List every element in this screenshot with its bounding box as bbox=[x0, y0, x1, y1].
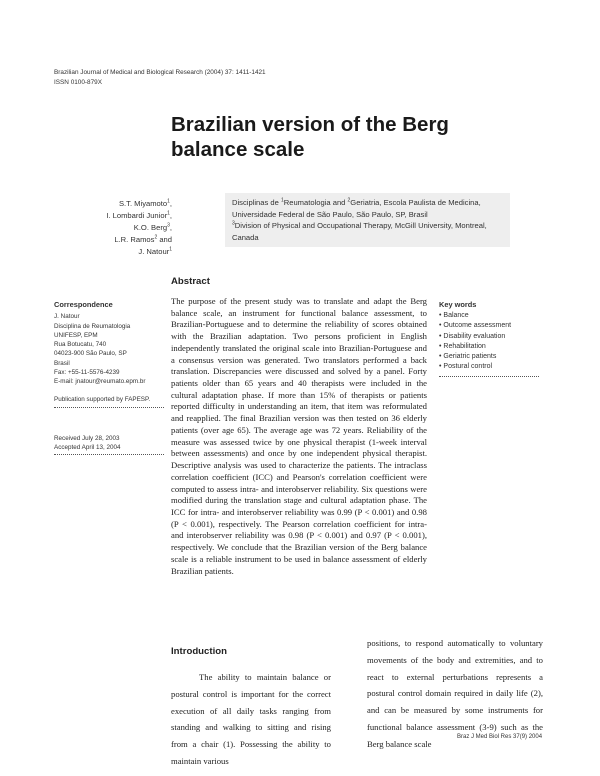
funding-note: Publication supported by FAPESP. bbox=[54, 395, 151, 403]
correspondence-line: Brasil bbox=[54, 359, 70, 367]
affiliations bbox=[232, 197, 507, 243]
footer-citation: Braz J Med Biol Res 37(9) 2004 bbox=[457, 734, 543, 740]
dotted-divider bbox=[439, 376, 539, 377]
introduction-column-2: positions, to respond automatically to voluntary movements of the body and extremities, and to react to external perturbations represents a postural control domain required in daily life (2), and can be measured by some instruments for functional balance assessment (3-9) such as the Berg balance scale bbox=[367, 638, 543, 749]
keyword-item: • Rehabilitation bbox=[439, 342, 539, 352]
author-item: J. Natour$^1$ bbox=[138, 246, 172, 256]
correspondence-line: Disciplina de Reumatologia bbox=[54, 322, 131, 330]
keywords-block bbox=[439, 300, 539, 377]
correspondence-heading: Correspondence bbox=[54, 300, 113, 309]
affiliation-2: $^3$Division of Physical and Occupational Therapy, McGill University, Montreal, Canada bbox=[232, 220, 487, 242]
keyword-item: • Outcome assessment bbox=[439, 321, 539, 331]
journal-citation: Brazilian Journal of Medical and Biological Research (2004) 37: 1411-1421 bbox=[54, 69, 266, 76]
correspondence-email: E-mail: jnatour@reumato.epm.br bbox=[54, 378, 146, 386]
correspondence-line: 04023-900 São Paulo, SP bbox=[54, 350, 127, 358]
correspondence-line: J. Natour bbox=[54, 313, 80, 321]
keywords-list bbox=[439, 311, 539, 372]
issn: ISSN 0100-879X bbox=[54, 79, 102, 86]
correspondence-line: Fax: +55-11-5576-4239 bbox=[54, 369, 120, 377]
accepted-date: Accepted April 13, 2004 bbox=[54, 444, 121, 452]
author-item: S.T. Miyamoto$^1$, bbox=[118, 198, 172, 208]
article-title: Brazilian version of the Berg balance scale bbox=[171, 113, 449, 161]
keyword-item: • Disability evaluation bbox=[439, 332, 539, 342]
author-item: I. Lombardi Junior$^1$, bbox=[106, 210, 172, 220]
author-item: K.O. Berg$^3$, bbox=[133, 222, 172, 232]
introduction-heading: Introduction bbox=[171, 646, 227, 657]
affiliation-1: Disciplinas de $^1$Reumatologia and $^2$Geriatria, Escola Paulista de Medicina, Universidade Federal de São Paulo, São Paulo, SP, Brasil bbox=[232, 197, 481, 219]
abstract-text: The purpose of the present study was to translate and adapt the Berg balance scale, an instrument for functional balance assessment, to Brazilian-Portuguese and to determine the reliability of scores obtained with the Brazilian adaptation. Two persons proficient in English independently translated the original scale into Brazilian-Portuguese and a consensus version was generated. Two translators performed a back translation. Discrepancies were discussed and solved by a panel. Forty patients older than 65 years and 40 therapists were included in the cultural adaptation phase. If more than 15% of therapists or patients reported difficulty in understanding an item, that item was reformulated and reapplied. The final Brazilian version was then tested on 36 elderly patients (over age 65). The average age was 72 years. Reliability of the measure was assessed twice by one physical therapist (1-week interval between assessments) and once by one independent physical therapist. Descriptive analysis was used to characterize the patients. The intraclass correlation coefficient (ICC) and Pearson's correlation coefficient were computed to assess intra- and interobserver reliability. Six questions were modified during the translation stage and cultural adaptation phase. The ICC for intra- and interobserver reliability was 0.99 (P < 0.001) and 0.98 (P < 0.001), respectively. The Pearson correlation coefficient for intra- and interobserver reliability was 0.98 (P < 0.001) and 0.97 (P < 0.001), respectively. We conclude that the Brazilian version of the Berg balance scale is a reliable instrument to be used in balance assessment of elderly Brazilian patients. bbox=[171, 296, 427, 576]
abstract-heading: Abstract bbox=[171, 276, 210, 287]
correspondence-line: Rua Botucatu, 740 bbox=[54, 341, 107, 349]
keyword-item: • Balance bbox=[439, 311, 539, 321]
journal-header bbox=[54, 68, 266, 88]
received-date: Received July 28, 2003 bbox=[54, 434, 120, 442]
keywords-heading: Key words bbox=[439, 300, 477, 309]
author-list bbox=[60, 198, 172, 258]
correspondence-block bbox=[54, 300, 164, 455]
introduction-column-1: The ability to maintain balance or postural control is important for the correct execution of all daily tasks ranging from standing and walking to sitting and rising from a chair (1). Possessing the ability to maintain various bbox=[171, 672, 331, 766]
correspondence-line: UNIFESP, EPM bbox=[54, 331, 98, 339]
author-item: L.R. Ramos$^2$ and bbox=[114, 234, 172, 244]
keyword-item: • Postural control bbox=[439, 362, 539, 372]
keyword-item: • Geriatric patients bbox=[439, 352, 539, 362]
dotted-divider bbox=[54, 454, 164, 455]
